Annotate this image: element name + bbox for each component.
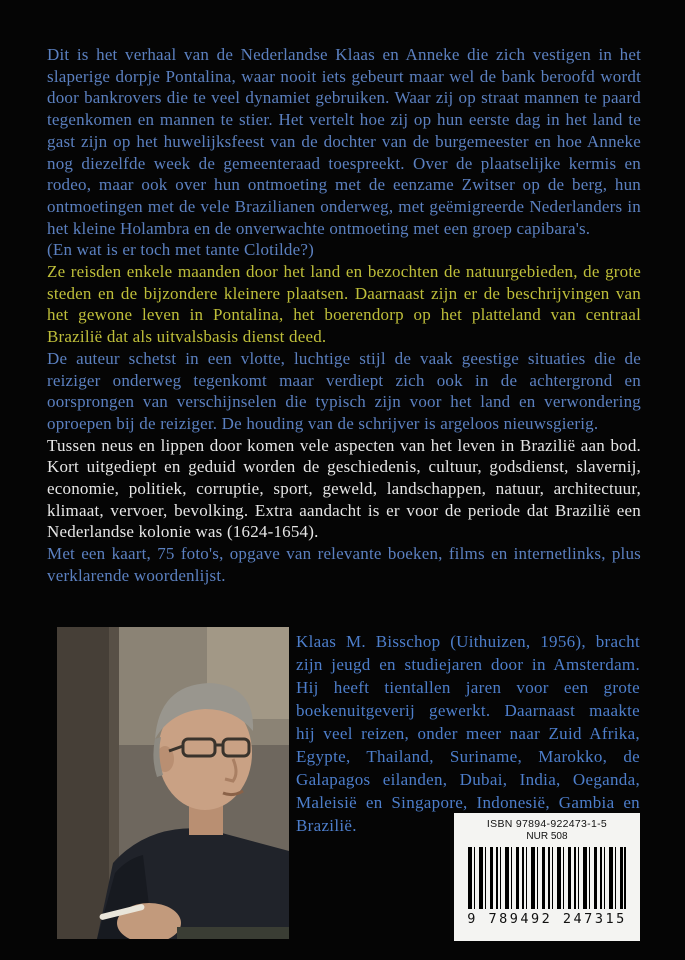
author-photo-illustration xyxy=(57,627,289,939)
nur-code: NUR 508 xyxy=(526,831,568,842)
isbn-barcode-box xyxy=(454,813,640,941)
travel-paragraph: Ze reisden enkele maanden door het land en bezochten de natuurgebieden, de grote steden en de bijzondere kleinere plaatsen. Daarnaast zijn er de beschrijvingen van het gewone leven in Pontalina, het boerendorp op het platteland van centraal Brazilië dat als uitvalsbasis dienst deed. xyxy=(47,262,641,347)
tante-clotilde-line: (En wat is er toch met tante Clotilde?) xyxy=(47,240,314,260)
bottom-section xyxy=(0,622,685,960)
barcode-number: 9 789492 247315 xyxy=(467,911,627,927)
back-cover-text-block xyxy=(47,44,641,587)
author-style-paragraph: De auteur schetst in een vlotte, luchtige stijl de vaak geestige situaties die de reiziger onderweg tegenkomt maar verdiept zich ook in de achtergrond en oorsprongen van verschijnselen die typisch zijn voor het land en verwondering oproepen bij de reiziger. De houding van de schrijver is argeloos nieuwsgierig. xyxy=(47,348,641,433)
themes-paragraph: Tussen neus en lippen door komen vele aspecten van het leven in Brazilië aan bod. Kort uitgediept en geduid worden de geschiedenis, cultuur, godsdienst, slavernij, economie, politiek, corruptie, sport, geweld, landschappen, natuur, architectuur, klimaat, vervoer, bevolking. Extra aandacht is er voor de periode dat Brazilië een Nederlandse kolonie was (1624-1654). xyxy=(47,435,641,542)
extras-paragraph: Met een kaart, 75 foto's, opgave van relevante boeken, films en internetlinks, plus verklarende woordenlijst. xyxy=(47,544,641,585)
author-bio: Klaas M. Bisschop (Uithuizen, 1956), bracht zijn jeugd en studiejaren door in Amsterdam. Hij heeft tientallen jaren voor een grote boekenuitgeverij gewerkt. Daarnaast maakte hij veel reizen, onder meer naar Zuid Afrika, Egypte, Thailand, Suriname, Marokko, de Galapagos eilanden, Dubai, India, Oeganda, Maleisië en Singapore, Indonesië, Gambia en Brazilië. xyxy=(296,632,640,835)
author-photo xyxy=(57,627,289,939)
synopsis-paragraph: Dit is het verhaal van de Nederlandse Klaas en Anneke die zich vestigen in het slaperige dorpje Pontalina, waar nooit iets gebeurt maar wel de bank beroofd wordt door bankrovers die te veel dynamiet gebruiken. Waar zij op straat mannen te paard tegenkomen en mannen te stier. Het vertelt hoe zij op hun eerste dag in het land te gast zijn op het huwelijksfeest van de dochter van de burgemeester en hoe Anneke nog diezelfde week de gemeenteraad toespreekt. Over de plaatselijke kermis en rodeo, maar ook over hun ontmoeting met de eenzame Zwitser op de berg, hun ontmoetingen met de vele Brazilianen onderweg, met geëmigreerde Nederlanders in het kleine Holambra en de onverwachte ontmoeting met een groep capibara's. xyxy=(47,45,641,238)
barcode-bars xyxy=(468,847,626,909)
isbn-text: ISBN 97894-922473-1-5 xyxy=(486,818,608,830)
